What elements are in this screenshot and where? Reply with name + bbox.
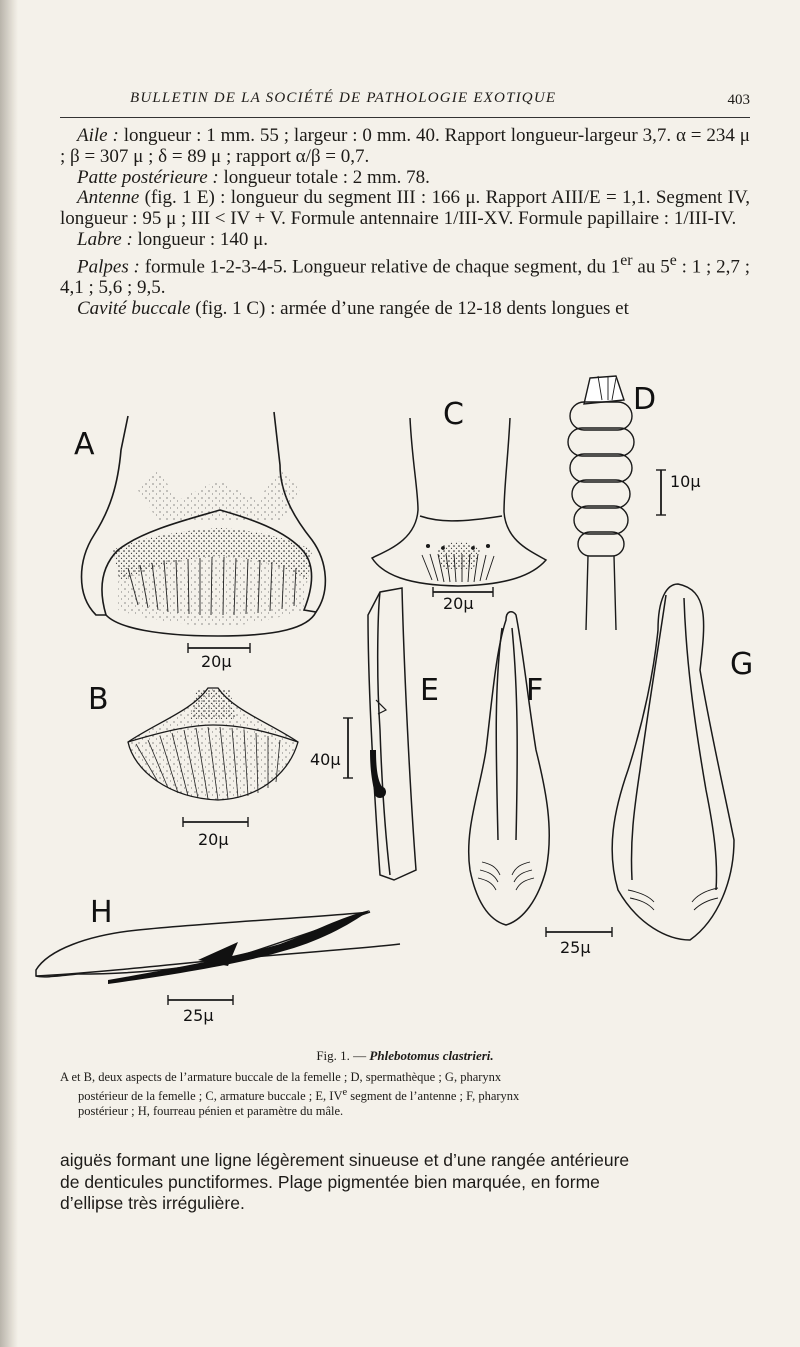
drawing-a-buccal-armature	[82, 412, 326, 653]
label-palpes: Palpes :	[77, 256, 140, 278]
scale-label-c: 20μ	[443, 594, 474, 613]
text-cavite: (fig. 1 C) : armée d’une rangée de 12-18 dents longues et	[190, 297, 629, 319]
label-antenne: Antenne	[77, 187, 140, 209]
caption-prefix: Fig. 1. —	[316, 1048, 370, 1063]
sup-palpes-1: er	[620, 251, 633, 269]
continuation-text	[60, 1150, 750, 1215]
text-aile: longueur : 1 mm. 55 ; largeur : 0 mm. 40. Rapport longueur-largeur 3,7. α = 234 μ ; β = 307 μ ; δ = 89 μ ; rapport α/β = 0,7.	[60, 125, 750, 167]
figure-label-d: D	[633, 382, 657, 417]
paragraph-antenne	[60, 188, 750, 230]
continuation-line-3: d’ellipse très irrégulière.	[60, 1193, 245, 1213]
text-palpes-1: formule 1-2-3-4-5. Longueur relative de chaque segment, du 1	[139, 256, 621, 278]
drawing-g-pharynx-female	[546, 584, 734, 940]
caption-legend-sup: e	[342, 1087, 348, 1098]
paragraph-aile	[60, 126, 750, 168]
caption-species: Phlebotomus clastrieri.	[369, 1048, 494, 1063]
text-labre: longueur : 140 μ.	[132, 228, 269, 250]
text-palpes-2: au 5	[632, 256, 670, 278]
figure-label-h: H	[90, 895, 113, 930]
scale-label-e: 40μ	[310, 750, 341, 769]
continuation-line-2: de denticules punctiformes. Plage pigmentée bien marquée, en forme	[60, 1171, 600, 1192]
text-palpes-3: : 1 ; 2,7 ; 4,1 ; 5,6 ; 9,5.	[60, 256, 751, 298]
text-patte: longueur totale : 2 mm. 78.	[218, 166, 430, 188]
caption-title	[60, 1048, 750, 1064]
caption-legend-line-2	[60, 1085, 750, 1104]
caption-legend-line-1: A et B, deux aspects de l’armature buccale de la femelle ; D, spermathèque ; G, pharynx	[60, 1070, 502, 1084]
scale-label-fg: 25μ	[560, 938, 591, 957]
scale-label-a: 20μ	[201, 652, 232, 671]
paragraph-cavite	[60, 299, 750, 320]
scale-label-d: 10μ	[670, 472, 701, 491]
scale-label-h: 25μ	[183, 1006, 214, 1025]
label-aile: Aile :	[77, 125, 119, 146]
caption-legend-line-2-end: segment de l’antenne ; F, pharynx	[347, 1089, 520, 1104]
running-title: BULLETIN DE LA SOCIÉTÉ DE PATHOLOGIE EXOTIQUE	[130, 90, 557, 106]
figure-label-g: G	[730, 647, 754, 682]
caption-legend	[60, 1070, 750, 1119]
figure-label-c: C	[443, 397, 464, 432]
label-labre: Labre :	[77, 228, 133, 250]
header-rule	[60, 117, 750, 118]
body-text	[60, 126, 750, 320]
caption-legend-line-2-text: postérieur de la femelle ; C, armature buccale ; E, IV	[78, 1089, 343, 1104]
running-header	[60, 88, 750, 114]
figure-drawings	[18, 370, 800, 1042]
text-antenne: (fig. 1 E) : longueur du segment III : 166 μ. Rapport AIII/E = 1,1. Segment IV, longueur : 95 μ ; III < IV + V. Formule antennaire 1/III-XV. Formule papillaire : 1/III-IV.	[60, 187, 750, 230]
figure-label-a: A	[74, 427, 95, 462]
drawing-e-antenna-segment	[343, 588, 416, 880]
figure-caption	[60, 1048, 750, 1119]
caption-legend-line-3: postérieur ; H, fourreau pénien et paramètre du mâle.	[78, 1104, 344, 1119]
continuation-line-1: aiguës formant une ligne légèrement sinueuse et d’une rangée antérieure	[60, 1150, 630, 1170]
paragraph-patte	[60, 168, 750, 189]
paragraph-labre	[60, 230, 750, 251]
figure-plate	[18, 370, 800, 1042]
paragraph-palpes	[60, 251, 750, 299]
figure-label-b: B	[88, 682, 109, 717]
sup-palpes-2: e	[669, 251, 677, 269]
label-patte: Patte postérieure :	[77, 166, 219, 188]
figure-label-f: F	[526, 673, 544, 708]
page-spine-shadow	[0, 0, 18, 1347]
figure-label-e: E	[420, 673, 439, 708]
drawing-b-buccal-armature	[128, 688, 298, 827]
page-number: 403	[727, 92, 750, 108]
drawing-f-pharynx	[469, 612, 550, 925]
drawing-c-buccal-armature	[372, 418, 546, 597]
label-cavite: Cavité buccale	[77, 297, 191, 319]
scale-label-b: 20μ	[198, 830, 229, 849]
